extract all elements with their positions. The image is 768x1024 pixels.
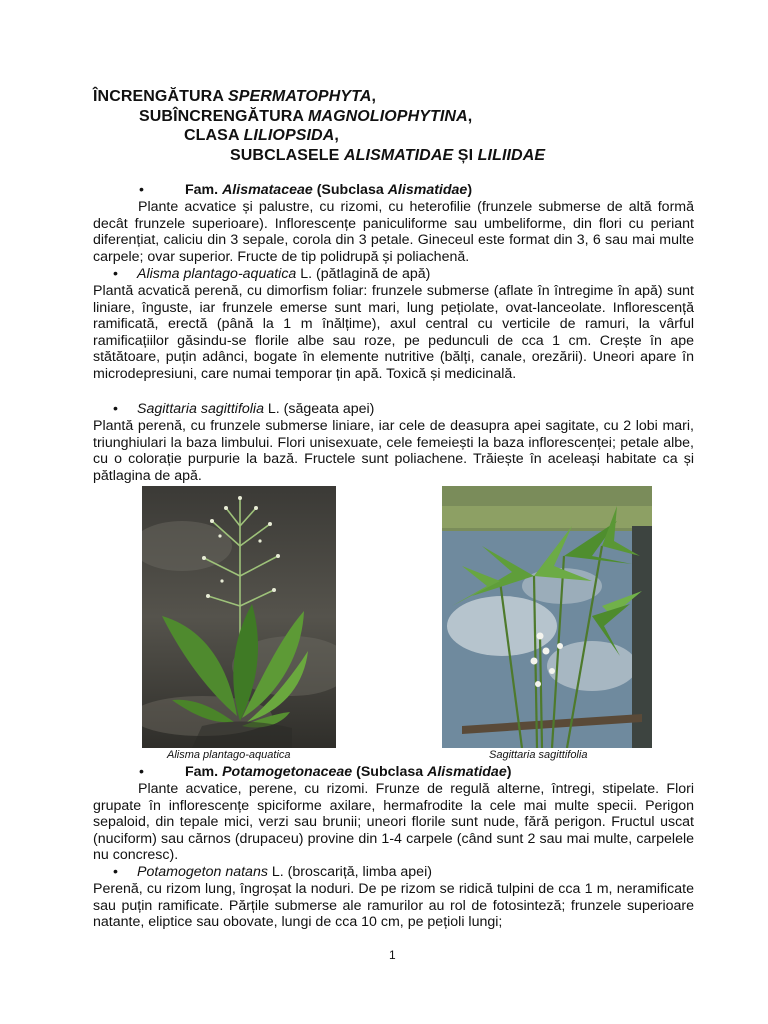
species-sagittaria-description: Plantă perenă, cu frunzele submerse liniare, iar cele de deasupra apei sagitate, cu 2 lobi mari, triunghiulari la baza limbului. Flori unisexuate, cele femeiești la baza inflorescenței; petale albe, cu o colorație purpurie la bază. Fructele sunt poliachene. Trăiește în aceleași habitate ca și pătlagina de apă. <box>93 418 694 484</box>
alisma-photo-caption: Alisma plantago-aquatica <box>167 749 291 761</box>
title-line-2: SUBÎNCRENGĂTURA MAGNOLIOPHYTINA, <box>139 108 473 125</box>
species-alisma-description: Plantă acvatică perenă, cu dimorfism foliar: frunzele submerse (aflate în întregime în apă) sunt liniare, înguste, iar frunzele emerse sunt mari, lung pețiolate, ovat-lanceolate. Inflorescență ramificată, erectă (până la 1 m înălțime), axul central cu verticile de ramuri, la vârful ramificațiilor găsindu-se florile albe sau roze, pe pedunculi de cca 1 cm. Crește în ape stătătoare, puțin adânci, bogate în elemente nutritive (bălți, canale, orezării). Uneori apare în microdepresiuni, care numai temporar țin apă. Toxică și medicinală. <box>93 283 694 382</box>
alisma-photo <box>142 486 336 748</box>
title-line-1: ÎNCRENGĂTURA SPERMATOPHYTA, <box>93 88 377 105</box>
family-alismataceae-description: Plante acvatice și palustre, cu rizomi, cu heterofilie (frunzele submerse de altă formă decât frunzele superioare). Inflorescențe paniculiforme sau umbeliforme, din flori cu periant diferențiat, caliciu din 3 sepale, corola din 3 petale. Gineceul este format din 3, 6 sau mai multe carpele; ovar superior. Fructe de tip polidrupă și poliachenă. <box>93 199 694 265</box>
family-potamogetonaceae-description: Plante acvatice, perene, cu rizomi. Frunze de regulă alterne, întregi, stipelate. Flori grupate în inflorescențe spiciforme axilare, hermafrodite la cele mai multe specii. Perigon sepaloid, din tepale mici, verzi sau brunii; uneori florile sunt nude, fără perigon. Fructul uscat (nuciform) sau cărnos (drupaceu) provine din 1-4 carpele (când sunt 2 sau mai multe, carpelele nu concresc). <box>93 781 694 864</box>
species-alisma-heading: • Alisma plantago-aquatica L. (pătlagină de apă) <box>113 266 431 282</box>
title-line-3: CLASA LILIOPSIDA, <box>184 127 339 144</box>
page-number: 1 <box>389 948 396 962</box>
species-sagittaria-heading: • Sagittaria sagittifolia L. (săgeata apei) <box>113 401 375 417</box>
family-potamogetonaceae-heading: • Fam. Potamogetonaceae (Subclasa Alismatidae) <box>139 764 512 780</box>
species-potamogeton-heading: • Potamogeton natans L. (broscariță, limba apei) <box>113 864 432 880</box>
title-line-4: SUBCLASELE ALISMATIDAE ȘI LILIIDAE <box>230 147 546 164</box>
sagittaria-photo <box>442 486 652 748</box>
family-alismataceae-heading: • Fam. Alismataceae (Subclasa Alismatidae) <box>139 182 473 198</box>
species-potamogeton-description: Perenă, cu rizom lung, îngroșat la noduri. De pe rizom se ridică tulpini de cca 1 m, neramificate sau puțin ramificate. Părțile submerse ale ramurilor au rol de fotosinteză; frunzele superioare natante, eliptice sau obovate, lungi de cca 10 cm, pe pețioli lungi; <box>93 881 694 931</box>
sagittaria-photo-caption: Sagittaria sagittifolia <box>489 749 588 761</box>
